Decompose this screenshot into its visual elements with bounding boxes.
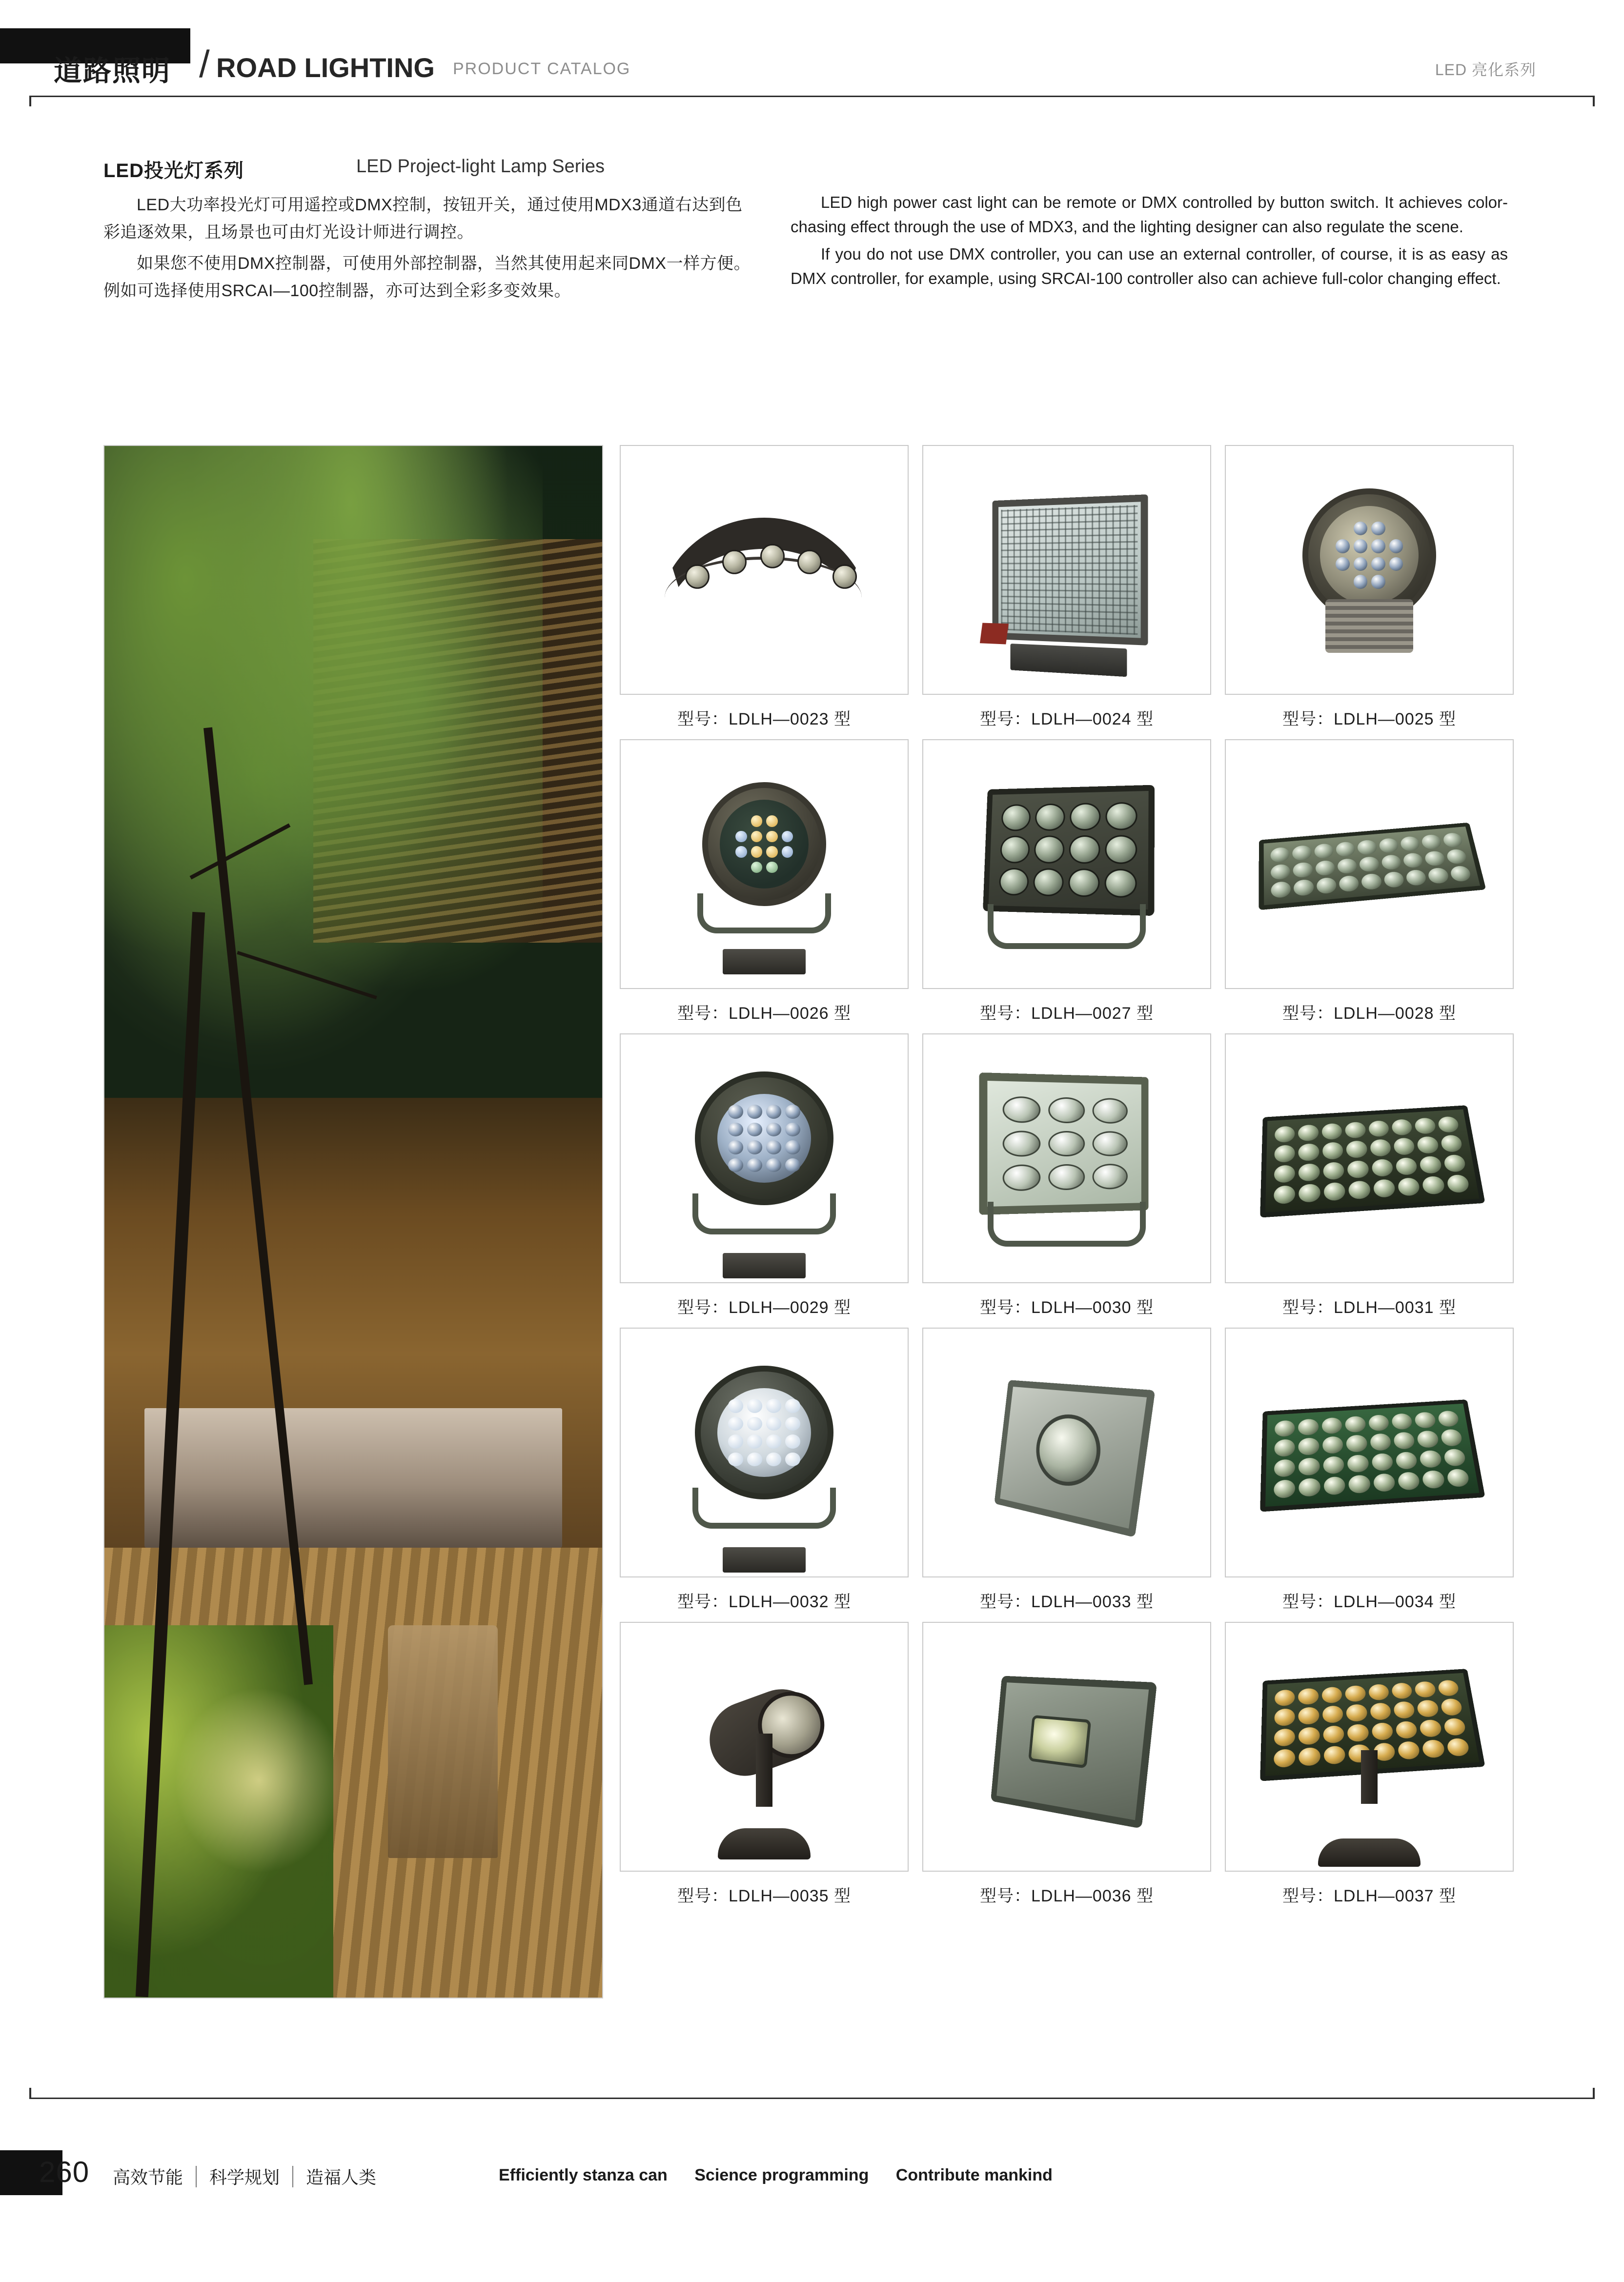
footer-en-item-1: Efficiently stanza can bbox=[499, 2166, 668, 2184]
product-caption: 型号：LDLH—0023 型 bbox=[677, 710, 851, 728]
intro-english-column bbox=[791, 190, 1508, 294]
product-cell[interactable] bbox=[1225, 739, 1514, 1024]
header-rule-tick-left bbox=[29, 96, 31, 106]
product-caption: 型号：LDLH—0032 型 bbox=[677, 1593, 851, 1611]
product-image-ldlh-0026 bbox=[620, 739, 909, 989]
product-cell[interactable] bbox=[922, 1033, 1211, 1318]
footer-en-item-2: Science programming bbox=[694, 2166, 869, 2184]
section-title-chinese: LED投光灯系列 bbox=[103, 160, 244, 182]
product-row bbox=[620, 1622, 1522, 1906]
photo-chair bbox=[388, 1625, 497, 1858]
product-grid bbox=[620, 445, 1522, 1916]
footer-cn-item-1: 高效节能 bbox=[113, 2167, 183, 2187]
hero-photo bbox=[103, 445, 603, 1999]
lamp-art-cone-spot bbox=[708, 1696, 820, 1769]
product-caption: 型号：LDLH—0028 型 bbox=[1282, 1004, 1456, 1023]
product-caption: 型号：LDLH—0031 型 bbox=[1282, 1298, 1456, 1317]
photo-buffet-counter bbox=[144, 1408, 563, 1548]
product-cell[interactable] bbox=[1225, 1328, 1514, 1612]
product-image-ldlh-0037 bbox=[1225, 1622, 1514, 1872]
footer-english-slogans bbox=[499, 2166, 1075, 2185]
lamp-art-arc bbox=[657, 518, 872, 622]
product-cell[interactable] bbox=[620, 445, 909, 729]
product-row bbox=[620, 1328, 1522, 1612]
footer-chinese-slogans bbox=[100, 2164, 389, 2189]
product-cell[interactable] bbox=[1225, 1033, 1514, 1318]
product-caption: 型号：LDLH—0026 型 bbox=[677, 1004, 851, 1023]
product-caption: 型号：LDLH—0024 型 bbox=[979, 710, 1154, 728]
product-image-ldlh-0033 bbox=[922, 1328, 1211, 1577]
product-cell[interactable] bbox=[1225, 1622, 1514, 1906]
product-caption: 型号：LDLH—0029 型 bbox=[677, 1298, 851, 1317]
product-caption: 型号：LDLH—0036 型 bbox=[979, 1887, 1154, 1905]
product-image-ldlh-0031 bbox=[1225, 1033, 1514, 1283]
product-image-ldlh-0036 bbox=[922, 1622, 1211, 1872]
footer-en-item-3: Contribute mankind bbox=[895, 2166, 1053, 2184]
lamp-art-round bbox=[1302, 488, 1436, 622]
header-title-chinese: 道路照明 bbox=[54, 55, 171, 87]
content-area bbox=[0, 434, 1624, 2054]
product-cell[interactable] bbox=[620, 1033, 909, 1318]
product-cell[interactable] bbox=[620, 739, 909, 1024]
product-row bbox=[620, 1033, 1522, 1318]
product-image-ldlh-0034 bbox=[1225, 1328, 1514, 1577]
product-image-ldlh-0035 bbox=[620, 1622, 909, 1872]
product-image-ldlh-0030 bbox=[922, 1033, 1211, 1283]
product-caption: 型号：LDLH—0025 型 bbox=[1282, 710, 1456, 728]
lamp-art-spot-blue bbox=[695, 1071, 833, 1205]
product-image-ldlh-0029 bbox=[620, 1033, 909, 1283]
photo-tree-canopy bbox=[103, 445, 543, 1160]
product-caption: 型号：LDLH—0035 型 bbox=[677, 1887, 851, 1905]
lamp-art-round-amber bbox=[702, 782, 826, 906]
header-rule bbox=[29, 96, 1595, 97]
product-cell[interactable] bbox=[922, 1622, 1211, 1906]
intro-en-paragraph-2: If you do not use DMX controller, you can use an external controller, of course, it is as easy as DMX controller, for example, using SRCAI-100 controller also can achieve full-color changing effect. bbox=[791, 245, 1508, 287]
product-cell[interactable] bbox=[922, 445, 1211, 729]
lamp-art-cob-flood bbox=[984, 1679, 1149, 1815]
photo-uplight-glow bbox=[174, 1687, 344, 1874]
lamp-art-array-amber-stand bbox=[1262, 1666, 1477, 1778]
product-image-ldlh-0025 bbox=[1225, 445, 1514, 695]
header-rule-tick-right bbox=[1593, 96, 1595, 106]
lamp-art-led-array bbox=[1262, 1102, 1477, 1214]
intro-cn-paragraph-1: LED大功率投光灯可用遥控或DMX控制，按钮开关，通过使用MDX3通道右达到色彩追逐效果，且场景也可由灯光设计师进行调控。 bbox=[103, 196, 743, 242]
footer-cn-item-3: 造福人类 bbox=[306, 2167, 377, 2187]
lamp-art-bar-flood bbox=[1259, 823, 1479, 906]
lamp-art-tilt-flood bbox=[987, 1385, 1147, 1520]
header-subtitle: PRODUCT CATALOG bbox=[453, 60, 631, 78]
product-cell[interactable] bbox=[1225, 445, 1514, 729]
header-series-label: LED 亮化系列 bbox=[1435, 61, 1536, 79]
product-caption: 型号：LDLH—0033 型 bbox=[979, 1593, 1154, 1611]
product-caption: 型号：LDLH—0030 型 bbox=[979, 1298, 1154, 1317]
intro-cn-paragraph-2: 如果您不使用DMX控制器，可使用外部控制器，当然其使用起来同DMX一样方便。例如可选择使用SRCAI—100控制器，亦可达到全彩多变效果。 bbox=[103, 254, 751, 300]
product-image-ldlh-0024 bbox=[922, 445, 1211, 695]
page-number: 260 bbox=[39, 2156, 90, 2188]
intro-section bbox=[0, 117, 1624, 390]
page-header bbox=[0, 0, 1624, 117]
product-caption: 型号：LDLH—0027 型 bbox=[979, 1004, 1154, 1023]
product-image-ldlh-0027 bbox=[922, 739, 1211, 989]
product-cell[interactable] bbox=[620, 1328, 909, 1612]
header-title-english: ROAD LIGHTING bbox=[216, 52, 435, 83]
lamp-art-square-flood bbox=[981, 1075, 1153, 1212]
product-image-ldlh-0032 bbox=[620, 1328, 909, 1577]
section-title-english: LED Project-light Lamp Series bbox=[356, 156, 605, 177]
lamp-art-panel bbox=[987, 498, 1147, 642]
lamp-art-array-green bbox=[1262, 1396, 1477, 1509]
intro-chinese-column bbox=[103, 191, 752, 308]
intro-en-paragraph-1: LED high power cast light can be remote or DMX controlled by button switch. It achieves color-chasing effect through the use of MDX3, and the lighting designer can also regulate the scene. bbox=[791, 193, 1508, 236]
lamp-art-spot-white bbox=[695, 1366, 833, 1499]
product-image-ldlh-0023 bbox=[620, 445, 909, 695]
product-caption: 型号：LDLH—0037 型 bbox=[1282, 1887, 1456, 1905]
product-cell[interactable] bbox=[620, 1622, 909, 1906]
product-row bbox=[620, 445, 1522, 729]
product-row bbox=[620, 739, 1522, 1024]
product-caption: 型号：LDLH—0034 型 bbox=[1282, 1593, 1456, 1611]
header-slash-divider: / bbox=[199, 42, 210, 85]
footer-rule bbox=[29, 2098, 1595, 2099]
product-cell[interactable] bbox=[922, 1328, 1211, 1612]
lamp-art-rect-flood bbox=[980, 786, 1153, 913]
product-image-ldlh-0028 bbox=[1225, 739, 1514, 989]
page-footer bbox=[0, 2077, 1624, 2282]
footer-cn-item-2: 科学规划 bbox=[209, 2167, 280, 2187]
product-cell[interactable] bbox=[922, 739, 1211, 1024]
